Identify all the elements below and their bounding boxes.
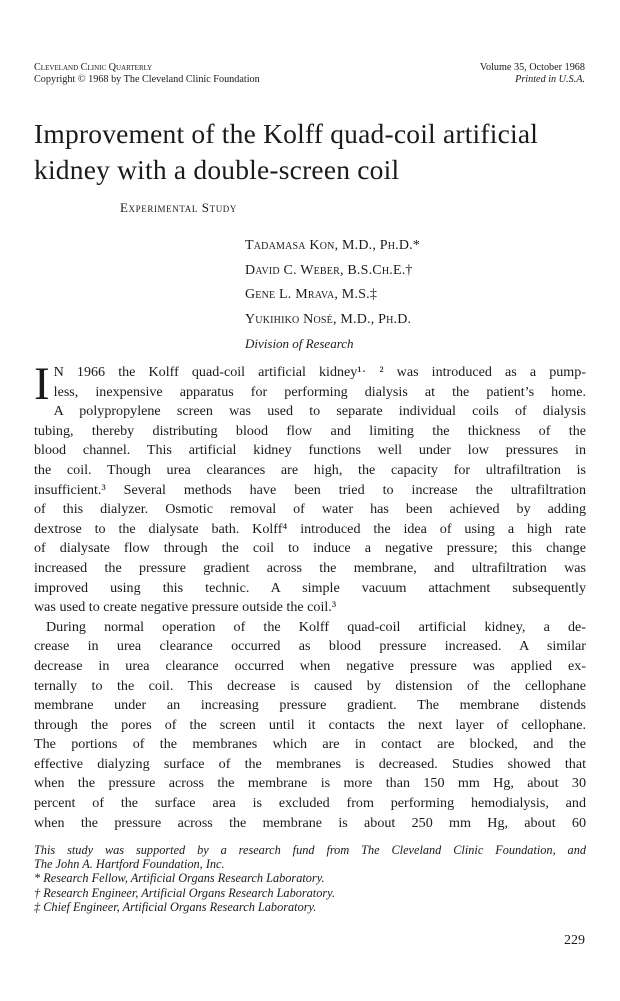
body-line: through the pores of the screen until it contacts the next layer of cellophane. bbox=[34, 716, 586, 733]
body-line: was used to create negative pressure outside the coil.³ bbox=[34, 599, 337, 616]
author-block bbox=[245, 234, 420, 357]
body-line: blood channel. This artificial kidney functions well under low pressures in bbox=[34, 442, 586, 459]
footnotes bbox=[34, 843, 586, 914]
drop-cap: I bbox=[34, 358, 50, 410]
body-line: N 1966 the Kolff quad-coil artificial kidney¹· ² was introduced as a pump- bbox=[53, 364, 586, 380]
journal-name: Cleveland Clinic Quarterly bbox=[34, 62, 153, 73]
division-line: Division of Research bbox=[245, 336, 354, 351]
copyright-line: Copyright © 1968 by The Cleveland Clinic Foundation bbox=[34, 74, 260, 85]
body-line: percent of the surface area is excluded from performing hemodialysis, and bbox=[34, 795, 586, 812]
body-line: when the pressure across the membrane is more than 150 mm Hg, about 30 bbox=[34, 775, 586, 792]
author-3: Gene L. Mrava, M.S.‡ bbox=[245, 287, 378, 302]
footnote-line: This study was supported by a research fund from The Cleveland Clinic Foundation, and bbox=[34, 843, 586, 857]
body-line: of this dialyzer. Osmotic removal of water has been achieved by adding bbox=[34, 501, 586, 518]
body-line: During normal operation of the Kolff quad-coil artificial kidney, a de- bbox=[46, 618, 586, 635]
body-line: decrease in urea clearance occurred when negative pressure was applied ex- bbox=[34, 657, 586, 674]
body-line: tubing, thereby distributing blood flow and limiting the thickness of the bbox=[34, 422, 586, 439]
author-2: David C. Weber, B.S.Ch.E.† bbox=[245, 262, 413, 278]
body-line: dextrose to the dialysate bath. Kolff⁴ introduced the idea of using a high rate bbox=[34, 520, 586, 537]
body-line: when the pressure across the membrane is about 250 mm Hg, about 60 bbox=[34, 814, 586, 831]
title-line-2: kidney with a double-screen coil bbox=[34, 154, 400, 185]
footnote-line: * Research Fellow, Artificial Organs Research Laboratory. bbox=[34, 871, 325, 886]
article-body bbox=[34, 358, 586, 833]
running-header-right bbox=[480, 62, 585, 86]
title-line-1: Improvement of the Kolff quad-coil artificial bbox=[34, 118, 539, 149]
author-4: Yukihiko Nosé, M.D., Ph.D. bbox=[245, 311, 412, 327]
body-line: insufficient.³ Several methods have been tried to increase the ultrafiltration bbox=[34, 481, 586, 498]
footnote-line: ‡ Chief Engineer, Artificial Organs Research Laboratory. bbox=[34, 899, 317, 914]
footnote-line: † Research Engineer, Artificial Organs Research Laboratory. bbox=[34, 885, 336, 900]
body-line: ternally to the coil. This decrease is caused by distension of the cellophane bbox=[34, 677, 586, 694]
article-subtitle: Experimental Study bbox=[120, 200, 237, 215]
running-header-left bbox=[34, 62, 260, 86]
body-line: less, inexpensive apparatus for performing dialysis at the patient’s home. bbox=[53, 383, 586, 400]
paragraph-1 bbox=[34, 358, 586, 618]
body-line: membrane under an increasing pressure gradient. The membrane distends bbox=[34, 697, 586, 714]
body-line: A polypropylene screen was used to separate individual coils of dialysis bbox=[53, 403, 586, 420]
body-line: increased the pressure gradient across the membrane, and ultrafiltration was bbox=[34, 559, 586, 576]
page-number: 229 bbox=[564, 933, 585, 948]
printed-line: Printed in U.S.A. bbox=[515, 74, 585, 85]
footnote-line: The John A. Hartford Foundation, Inc. bbox=[34, 857, 225, 872]
body-line: effective dialyzing surface of the membranes is decreased. Studies showed that bbox=[34, 755, 586, 772]
body-line: the coil. Though urea clearances are high, the capacity for ultrafiltration is bbox=[34, 461, 586, 478]
body-line: of dialysate flow through the coil to induce a negative pressure; this change bbox=[34, 540, 586, 557]
paragraph-2 bbox=[34, 618, 586, 834]
body-line: improved using this technic. A simple vacuum attachment subsequently bbox=[34, 579, 586, 596]
article-title bbox=[34, 116, 594, 188]
body-line: The portions of the membranes which are in contact are blocked, and the bbox=[34, 736, 586, 753]
author-1: Tadamasa Kon, M.D., Ph.D.* bbox=[245, 238, 421, 253]
body-line: crease in urea clearance occurred as blood pressure increased. A similar bbox=[34, 638, 586, 655]
volume-line: Volume 35, October 1968 bbox=[479, 62, 585, 73]
